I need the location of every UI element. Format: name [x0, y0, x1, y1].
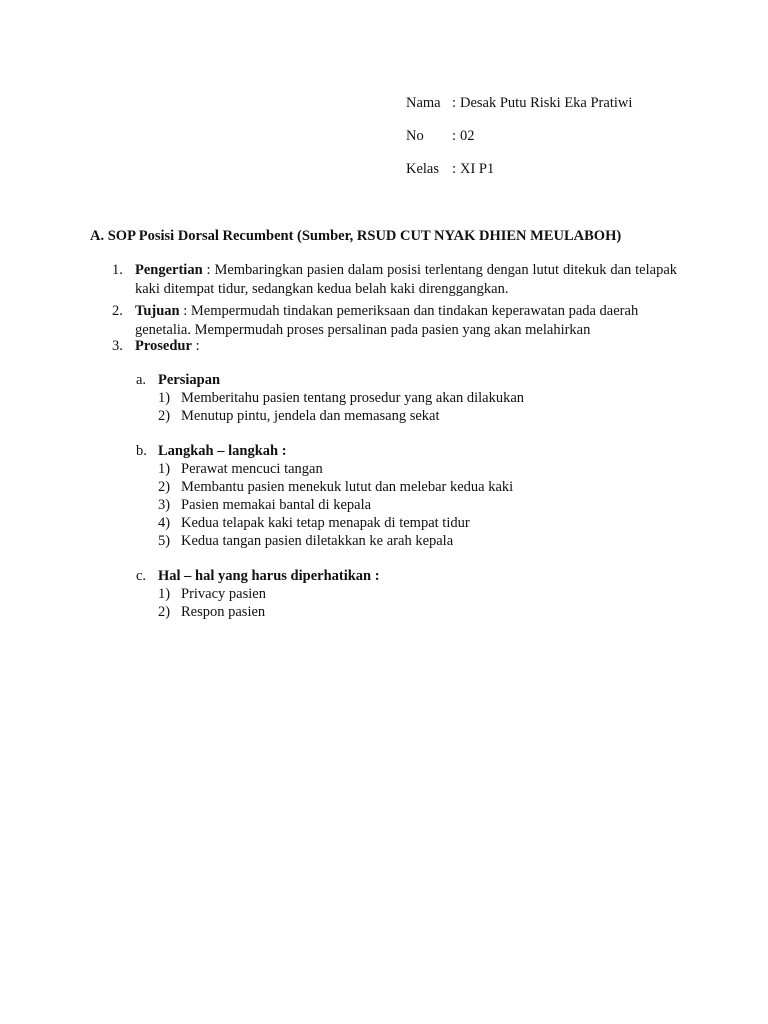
- term-tujuan: Tujuan: [135, 303, 180, 319]
- term-prosedur: Prosedur: [135, 338, 192, 354]
- subsection-letter: b.: [136, 443, 147, 459]
- term-separator: :: [191, 338, 200, 354]
- tujuan-text: Mempermudah tindakan pemeriksaan dan tindakan keperawatan pada daerah genetalia. Mempermudah proses persalinan pada pasien yang akan melahirkan: [135, 303, 639, 338]
- item-body: [135, 337, 677, 356]
- step-number: 2): [158, 479, 171, 495]
- nama-label: Nama: [406, 95, 441, 111]
- pengertian-text: Membaringkan pasien dalam posisi terlentang dengan lutut ditekuk dan telapak kaki ditempat tidur, sedangkan kedua belah kaki direnggangkan.: [135, 262, 678, 297]
- step-number: 5): [158, 533, 171, 549]
- item-body: [135, 261, 677, 299]
- step-text: Privacy pasien: [181, 586, 266, 602]
- step-text: Menutup pintu, jendela dan memasang sekat: [181, 408, 440, 424]
- nama-row: [406, 94, 632, 112]
- step-number: 1): [158, 461, 171, 477]
- step-item: [158, 603, 265, 621]
- step-number: 2): [158, 408, 171, 424]
- nama-separator: :: [452, 95, 457, 111]
- step-text: Respon pasien: [181, 604, 266, 620]
- term-pengertian: Pengertian: [135, 262, 203, 278]
- list-item-prosedur: [112, 337, 677, 356]
- no-label: No: [406, 128, 424, 144]
- term-separator: :: [202, 262, 215, 278]
- step-item: [158, 389, 524, 407]
- step-number: 1): [158, 586, 171, 602]
- step-text: Kedua tangan pasien diletakkan ke arah kepala: [181, 533, 454, 549]
- list-item-pengertian: [112, 261, 677, 299]
- item-number: 3.: [112, 338, 123, 354]
- step-text: Pasien memakai bantal di kepala: [181, 497, 372, 513]
- step-text: Kedua telapak kaki tetap menapak di tempat tidur: [181, 515, 470, 531]
- step-text: Perawat mencuci tangan: [181, 461, 323, 477]
- kelas-value: XI P1: [460, 161, 495, 177]
- subsection-hal: [136, 567, 380, 585]
- subsection-letter: c.: [136, 568, 147, 584]
- step-item: [158, 478, 513, 496]
- step-item: [158, 514, 470, 532]
- step-text: Membantu pasien menekuk lutut dan melebar kedua kaki: [181, 479, 514, 495]
- step-item: [158, 585, 266, 603]
- no-row: [406, 127, 475, 145]
- subsection-letter: a.: [136, 372, 147, 388]
- step-item: [158, 460, 323, 478]
- no-separator: :: [452, 128, 457, 144]
- list-item-tujuan: [112, 302, 677, 340]
- section-title: A. SOP Posisi Dorsal Recumbent (Sumber, RSUD CUT NYAK DHIEN MEULABOH): [90, 228, 622, 244]
- no-value: 02: [460, 128, 475, 144]
- step-number: 3): [158, 497, 171, 513]
- kelas-separator: :: [452, 161, 457, 177]
- term-separator: :: [179, 303, 191, 319]
- step-item: [158, 532, 453, 550]
- item-number: 2.: [112, 303, 123, 319]
- item-number: 1.: [112, 262, 123, 278]
- subsection-title: Langkah – langkah :: [158, 443, 287, 459]
- step-text: Memberitahu pasien tentang prosedur yang akan dilakukan: [181, 390, 525, 406]
- subsection-title: Persiapan: [158, 372, 221, 388]
- step-number: 1): [158, 390, 171, 406]
- step-number: 2): [158, 604, 171, 620]
- step-number: 4): [158, 515, 171, 531]
- kelas-row: [406, 160, 494, 178]
- subsection-persiapan: [136, 371, 220, 389]
- kelas-label: Kelas: [406, 161, 440, 177]
- step-item: [158, 407, 440, 425]
- subsection-title: Hal – hal yang harus diperhatikan :: [158, 568, 380, 584]
- subsection-langkah: [136, 442, 287, 460]
- item-body: [135, 302, 677, 340]
- step-item: [158, 496, 371, 514]
- nama-value: Desak Putu Riski Eka Pratiwi: [460, 95, 633, 111]
